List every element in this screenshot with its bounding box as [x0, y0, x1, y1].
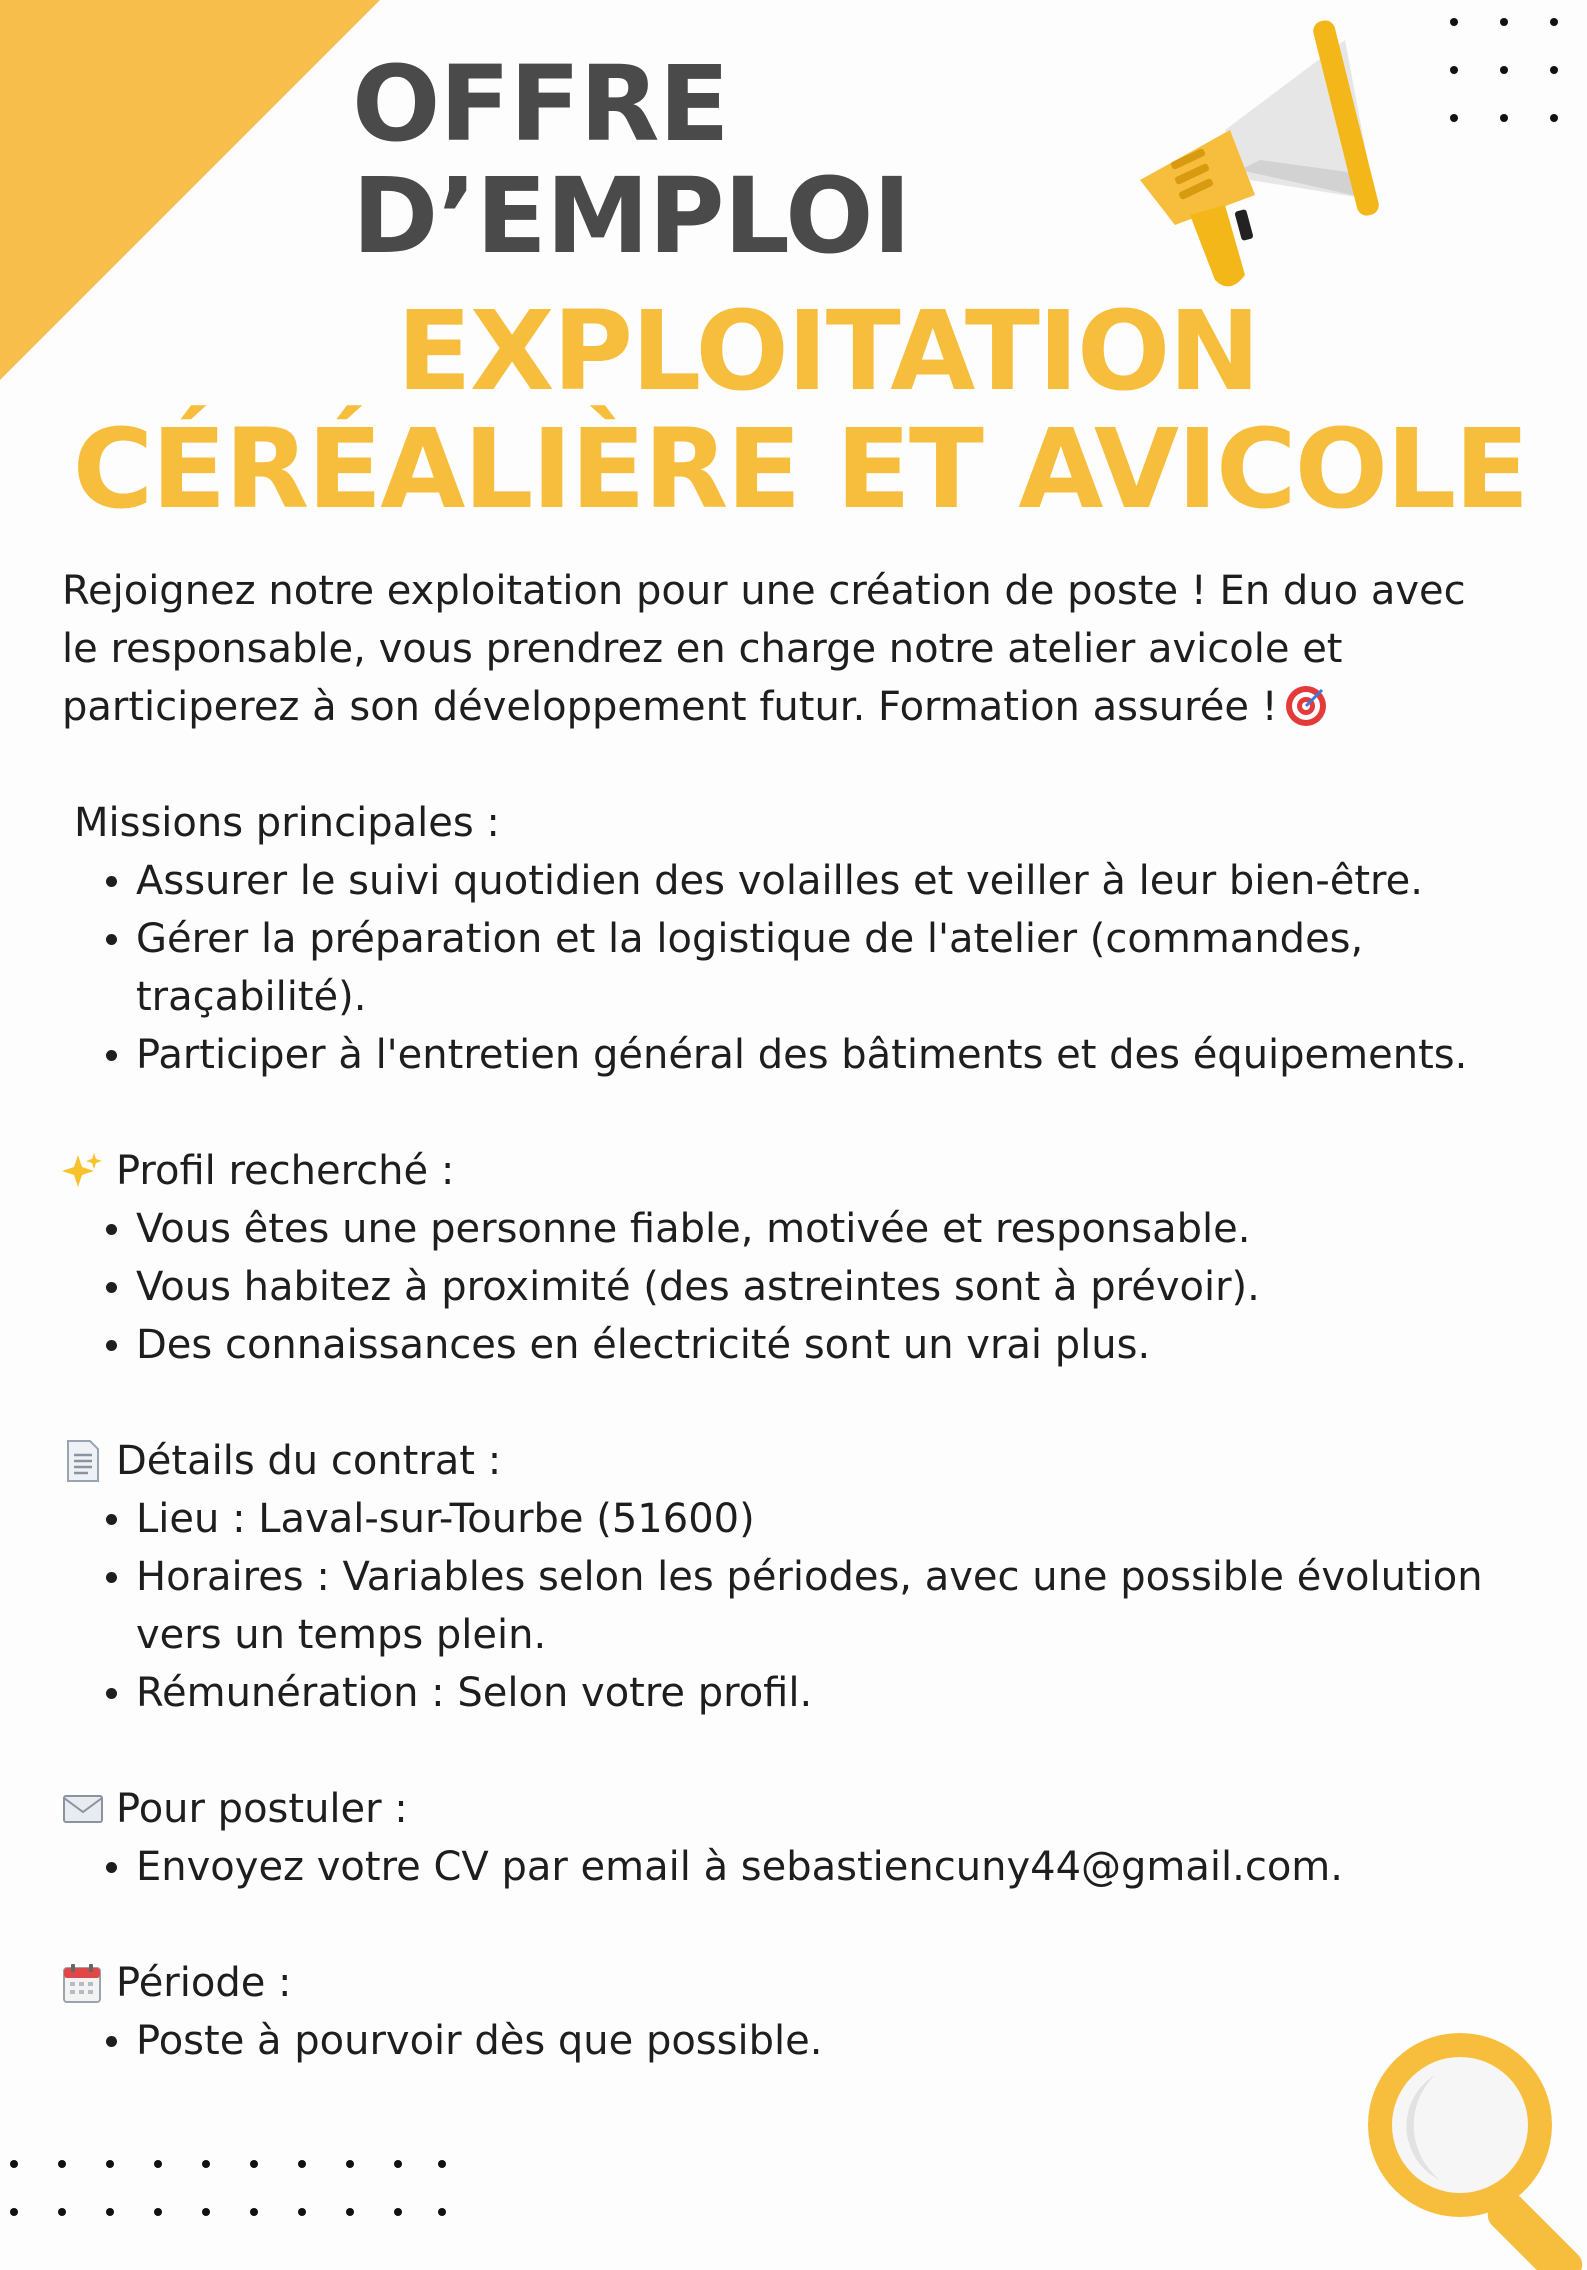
list-item: Gérer la préparation et la logistique de l'atelier (commandes, traçabilité).	[136, 910, 1502, 1026]
dot-grid-top-right	[1450, 18, 1570, 128]
intro-paragraph	[62, 562, 1502, 736]
sparkles-icon	[62, 1151, 108, 1191]
megaphone-icon	[1130, 10, 1420, 300]
contrat-heading-row	[62, 1432, 1502, 1490]
list-item: Assurer le suivi quotidien des volailles et veiller à leur bien-être.	[136, 852, 1502, 910]
missions-heading: Missions principales :	[74, 800, 500, 846]
profil-section	[62, 1142, 1502, 1374]
calendar-icon	[62, 1962, 108, 2004]
list-item: Envoyez votre CV par email à sebastiencuny44@gmail.com.	[136, 1838, 1502, 1896]
magnifier-icon	[1340, 2010, 1587, 2270]
document-icon	[62, 1439, 108, 1483]
page-title	[352, 43, 911, 277]
envelope-icon	[62, 1792, 108, 1826]
list-item: Vous habitez à proximité (des astreintes sont à prévoir).	[136, 1258, 1502, 1316]
list-item: Horaires : Variables selon les périodes, avec une possible évolution vers un temps plein.	[136, 1548, 1502, 1664]
job-title-line-1: EXPLOITATION	[396, 287, 1259, 415]
postuler-section	[62, 1780, 1502, 1896]
contrat-heading: Détails du contrat :	[116, 1438, 502, 1484]
list-item: Poste à pourvoir dès que possible.	[136, 2012, 1502, 2070]
periode-heading: Période :	[116, 1960, 292, 2006]
postuler-list	[62, 1838, 1502, 1896]
postuler-heading: Pour postuler :	[116, 1786, 408, 1832]
title-line-1: OFFRE	[352, 43, 729, 165]
missions-section	[62, 794, 1502, 1084]
dot-grid-bottom-left	[0, 2160, 460, 2220]
profil-list	[62, 1200, 1502, 1374]
target-icon	[1284, 684, 1328, 728]
job-description	[62, 562, 1502, 2128]
periode-list	[62, 2012, 1502, 2070]
job-title	[60, 287, 1540, 533]
profil-heading-row	[62, 1142, 1502, 1200]
profil-heading: Profil recherché :	[116, 1148, 455, 1194]
contrat-section	[62, 1432, 1502, 1722]
list-item: Rémunération : Selon votre profil.	[136, 1664, 1502, 1722]
postuler-heading-row	[62, 1780, 1502, 1838]
periode-heading-row	[62, 1954, 1502, 2012]
list-item: Vous êtes une personne fiable, motivée et responsable.	[136, 1200, 1502, 1258]
job-title-line-2: CÉRÉALIÈRE ET AVICOLE	[72, 405, 1528, 533]
contrat-list	[62, 1490, 1502, 1722]
list-item: Lieu : Laval-sur-Tourbe (51600)	[136, 1490, 1502, 1548]
title-line-2: D’EMPLOI	[352, 155, 911, 277]
periode-section	[62, 1954, 1502, 2070]
list-item: Participer à l'entretien général des bâtiments et des équipements.	[136, 1026, 1502, 1084]
intro-text: Rejoignez notre exploitation pour une création de poste ! En duo avec le responsable, vous prendrez en charge notre atelier avicole et participerez à son développement futur. Formation assurée !	[62, 568, 1466, 730]
list-item: Des connaissances en électricité sont un vrai plus.	[136, 1316, 1502, 1374]
missions-list	[62, 852, 1502, 1084]
